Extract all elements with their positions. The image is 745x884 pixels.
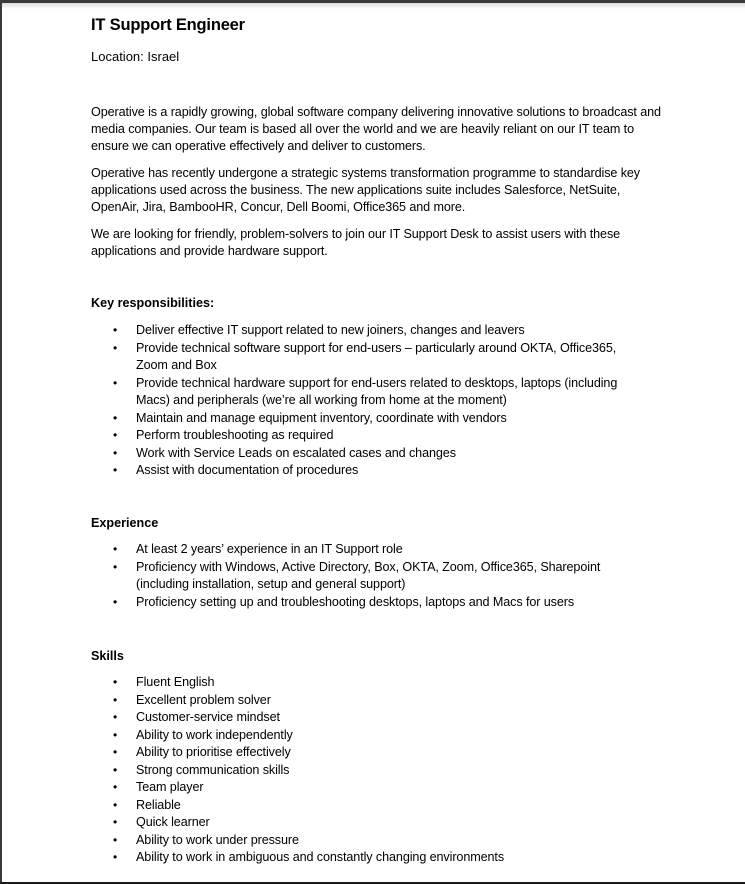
job-location: Location: Israel (91, 49, 180, 64)
bullet-icon: • (113, 594, 118, 609)
bullet-icon: • (113, 727, 118, 742)
list-item-text: Perform troubleshooting as required (136, 428, 334, 442)
list-item (91, 559, 651, 594)
bullet-icon: • (113, 445, 118, 460)
list-item (91, 762, 651, 780)
bullet-icon: • (113, 710, 118, 724)
list-item-text: Assist with documentation of procedures (136, 463, 359, 477)
intro-paragraph-role: We are looking for friendly, problem-solvers to join our IT Support Desk to assist users with these applications and provide hardware support. (91, 227, 621, 258)
bullet-icon: • (113, 559, 118, 574)
viewer-left-border (0, 0, 2, 884)
list-item-text: Maintain and manage equipment inventory, coordinate with vendors (136, 410, 507, 425)
list-item-text: Provide technical hardware support for end-users related to desktops, laptops (including Macs) and peripherals (we’re all working from home at the moment) (136, 375, 618, 407)
list-item (91, 674, 651, 692)
list-item (91, 410, 651, 428)
bullet-icon: • (113, 463, 118, 477)
list-item-text: Ability to work independently (136, 727, 293, 742)
list-item-text: Work with Service Leads on escalated cases and changes (136, 445, 456, 460)
list-item-text: Deliver effective IT support related to new joiners, changes and leavers (136, 323, 525, 337)
viewer-top-shadow (0, 3, 745, 9)
bullet-icon: • (113, 340, 118, 355)
list-item (91, 849, 651, 867)
list-item-text: Excellent problem solver (136, 692, 271, 707)
bullet-icon: • (113, 323, 118, 337)
bullet-icon: • (113, 542, 118, 556)
responsibilities-list (91, 322, 651, 480)
list-item-text: Proficiency setting up and troubleshooting desktops, laptops and Macs for users (136, 594, 575, 609)
bullet-icon: • (113, 375, 118, 390)
list-item (91, 797, 651, 815)
list-item-text: Ability to prioritise effectively (136, 745, 291, 759)
list-item-text: Strong communication skills (136, 762, 290, 777)
list-item-text: Customer-service mindset (136, 710, 280, 724)
list-item (91, 692, 651, 710)
bullet-icon: • (113, 832, 118, 847)
list-item-text: Fluent English (136, 675, 215, 689)
list-item (91, 427, 651, 445)
intro-paragraph-company: Operative is a rapidly growing, global software company delivering innovative solutions to broadcast and media companies. Our team is based all over the world and we are heavily reliant on our IT team to ensure we can operative effectively and deliver to customers. (91, 105, 661, 153)
bullet-icon: • (113, 410, 118, 425)
list-item (91, 779, 651, 797)
bullet-icon: • (113, 780, 118, 794)
skills-list (91, 674, 651, 867)
list-item (91, 322, 651, 340)
bullet-icon: • (113, 745, 118, 759)
list-item-text: Proficiency with Windows, Active Directory, Box, OKTA, Zoom, Office365, Sharepoint (including installation, setup and general support) (136, 559, 601, 591)
list-item-text: Quick learner (136, 815, 210, 829)
list-item-text: Reliable (136, 797, 181, 812)
bullet-icon: • (113, 762, 118, 777)
list-item-text: Provide technical software support for end-users – particularly around OKTA, Office365, Zoom and Box (136, 340, 617, 372)
list-item (91, 744, 651, 762)
list-item (91, 709, 651, 727)
bullet-icon: • (113, 850, 118, 864)
experience-list (91, 541, 651, 611)
bullet-icon: • (113, 797, 118, 812)
list-item (91, 727, 651, 745)
list-item (91, 462, 651, 480)
bullet-icon: • (113, 428, 118, 442)
bullet-icon: • (113, 692, 118, 707)
section-heading-responsibilities: Key responsibilities: (91, 296, 215, 310)
list-item (91, 375, 651, 410)
list-item-text: Ability to work under pressure (136, 832, 299, 847)
list-item (91, 445, 651, 463)
list-item (91, 340, 651, 375)
intro-paragraph-transformation: Operative has recently undergone a strategic systems transformation programme to standardise key applications used across the business. The new applications suite includes Salesforce, NetSuite, OpenAir, Jira, BambooHR, Concur, Dell Boomi, Office365 and more. (91, 166, 640, 214)
list-item (91, 814, 651, 832)
list-item-text: At least 2 years’ experience in an IT Support role (136, 542, 403, 556)
list-item (91, 832, 651, 850)
list-item-text: Team player (136, 780, 204, 794)
section-heading-experience: Experience (91, 516, 159, 530)
bullet-icon: • (113, 815, 118, 829)
list-item (91, 594, 651, 612)
list-item-text: Ability to work in ambiguous and constantly changing environments (136, 850, 505, 864)
section-heading-skills: Skills (91, 649, 124, 663)
list-item (91, 541, 651, 559)
bullet-icon: • (113, 675, 118, 689)
job-title: IT Support Engineer (91, 16, 245, 34)
